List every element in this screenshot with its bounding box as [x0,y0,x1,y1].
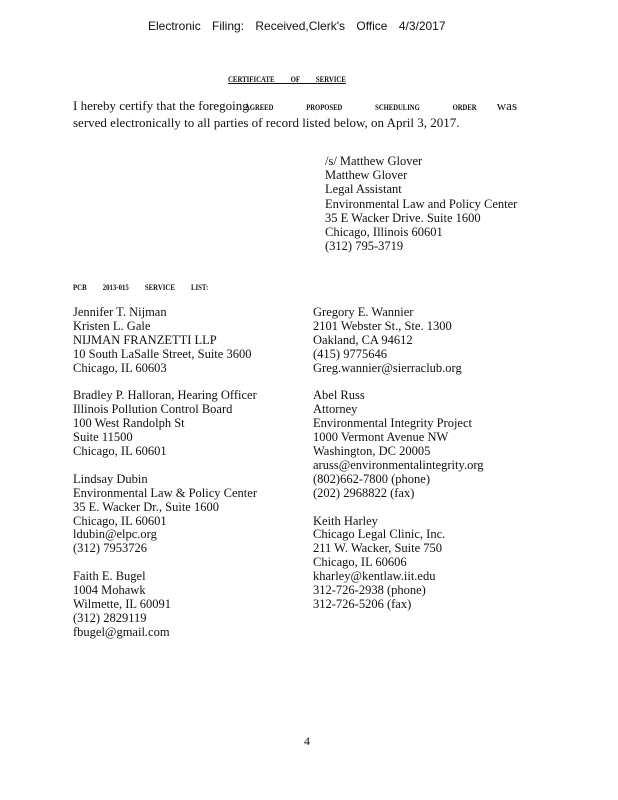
signature-line: 35 E Wacker Drive. Suite 1600 [325,210,481,225]
service-list-left-column [73,306,257,654]
entry-line: (202) 2968822 (fax) [313,485,415,500]
entry-line: 1000 Vermont Avenue NW [313,430,449,445]
signature-line: Chicago, Illinois 60601 [325,225,443,240]
certify-line-2: served electronically to all parties of record listed below, on April 3, 2017. [73,115,460,130]
service-entry [73,570,257,640]
entry-line: Jennifer T. Nijman [73,305,167,319]
entry-line: 211 W. Wacker, Suite 750 [313,541,443,556]
entry-email: fbugel@gmail.com [73,624,170,639]
entry-line: Oakland, CA 94612 [313,332,413,347]
entry-line: Wilmette, IL 60091 [73,596,171,611]
entry-email: aruss@environmentalintegrity.org [313,457,484,472]
signature-block [325,154,517,253]
certify-text-start: I hereby certify that the foregoing [73,98,249,113]
entry-line: Chicago, IL 60601 [73,444,167,459]
certificate-title: CERTIFICATE OF SERVICE [228,74,346,84]
page-number: 4 [304,734,310,748]
entry-line: Chicago, IL 60603 [73,360,167,375]
entry-line: Lindsay Dubin [73,471,148,486]
entry-email: ldubin@elpc.org [73,527,157,542]
entry-line: Chicago, IL 60601 [73,513,167,528]
entry-line: 10 South LaSalle Street, Suite 3600 [73,346,252,361]
entry-line: Environmental Integrity Project [313,416,472,431]
entry-line: Chicago, IL 60606 [313,555,407,570]
signature-line: (312) 795-3719 [325,239,404,254]
certify-line-1 [73,98,517,114]
entry-line: Illinois Pollution Control Board [73,402,233,417]
entry-line: (312) 2829119 [73,610,147,625]
filing-header: Electronic Filing: Received,Clerk's Office 4/3/2017 [148,19,446,33]
entry-line: Chicago Legal Clinic, Inc. [313,527,446,542]
certify-text-end: was [496,98,517,113]
entry-line: Bradley P. Halloran, Hearing Officer [73,388,257,403]
entry-line: 100 West Randolph St [73,416,185,431]
entry-line: Attorney [313,402,358,417]
entry-line: Keith Harley [313,513,378,528]
document-name: AGREED PROPOSED SCHEDULING ORDER [244,102,477,112]
entry-line: (312) 7953726 [73,541,147,556]
entry-line: 1004 Mohawk [73,583,146,598]
entry-line: (415) 9775646 [313,346,387,361]
entry-line: Abel Russ [313,388,365,403]
entry-line: 2101 Webster St., Ste. 1300 [313,318,452,333]
signature-line: /s/ Matthew Glover [325,154,423,168]
service-list-right-column [313,306,484,626]
entry-email: kharley@kentlaw.iit.edu [313,569,436,584]
entry-line: 312-726-2938 (phone) [313,583,426,598]
entry-line: Kristen L. Gale [73,318,151,333]
entry-line: Faith E. Bugel [73,569,146,584]
entry-email: Greg.wannier@sierraclub.org [313,360,462,375]
entry-line: Suite 11500 [73,430,133,445]
entry-line: 312-726-5206 (fax) [313,597,412,611]
service-entry [313,306,484,376]
service-entry [313,515,484,612]
entry-line: Gregory E. Wannier [313,305,414,319]
entry-line: NIJMAN FRANZETTI LLP [73,332,217,347]
entry-line: 35 E. Wacker Dr., Suite 1600 [73,499,219,514]
signature-line: Environmental Law and Policy Center [325,196,518,211]
service-list-title: PCB 2013-015 SERVICE LIST: [73,282,209,292]
service-entry [73,473,257,556]
entry-line: Washington, DC 20005 [313,444,431,459]
signature-line: Matthew Glover [325,168,408,183]
signature-line: Legal Assistant [325,182,402,197]
entry-line: (802)662-7800 (phone) [313,471,430,486]
service-entry [73,389,257,459]
service-entry [73,306,257,376]
service-entry [313,389,484,500]
entry-line: Environmental Law & Policy Center [73,485,257,500]
